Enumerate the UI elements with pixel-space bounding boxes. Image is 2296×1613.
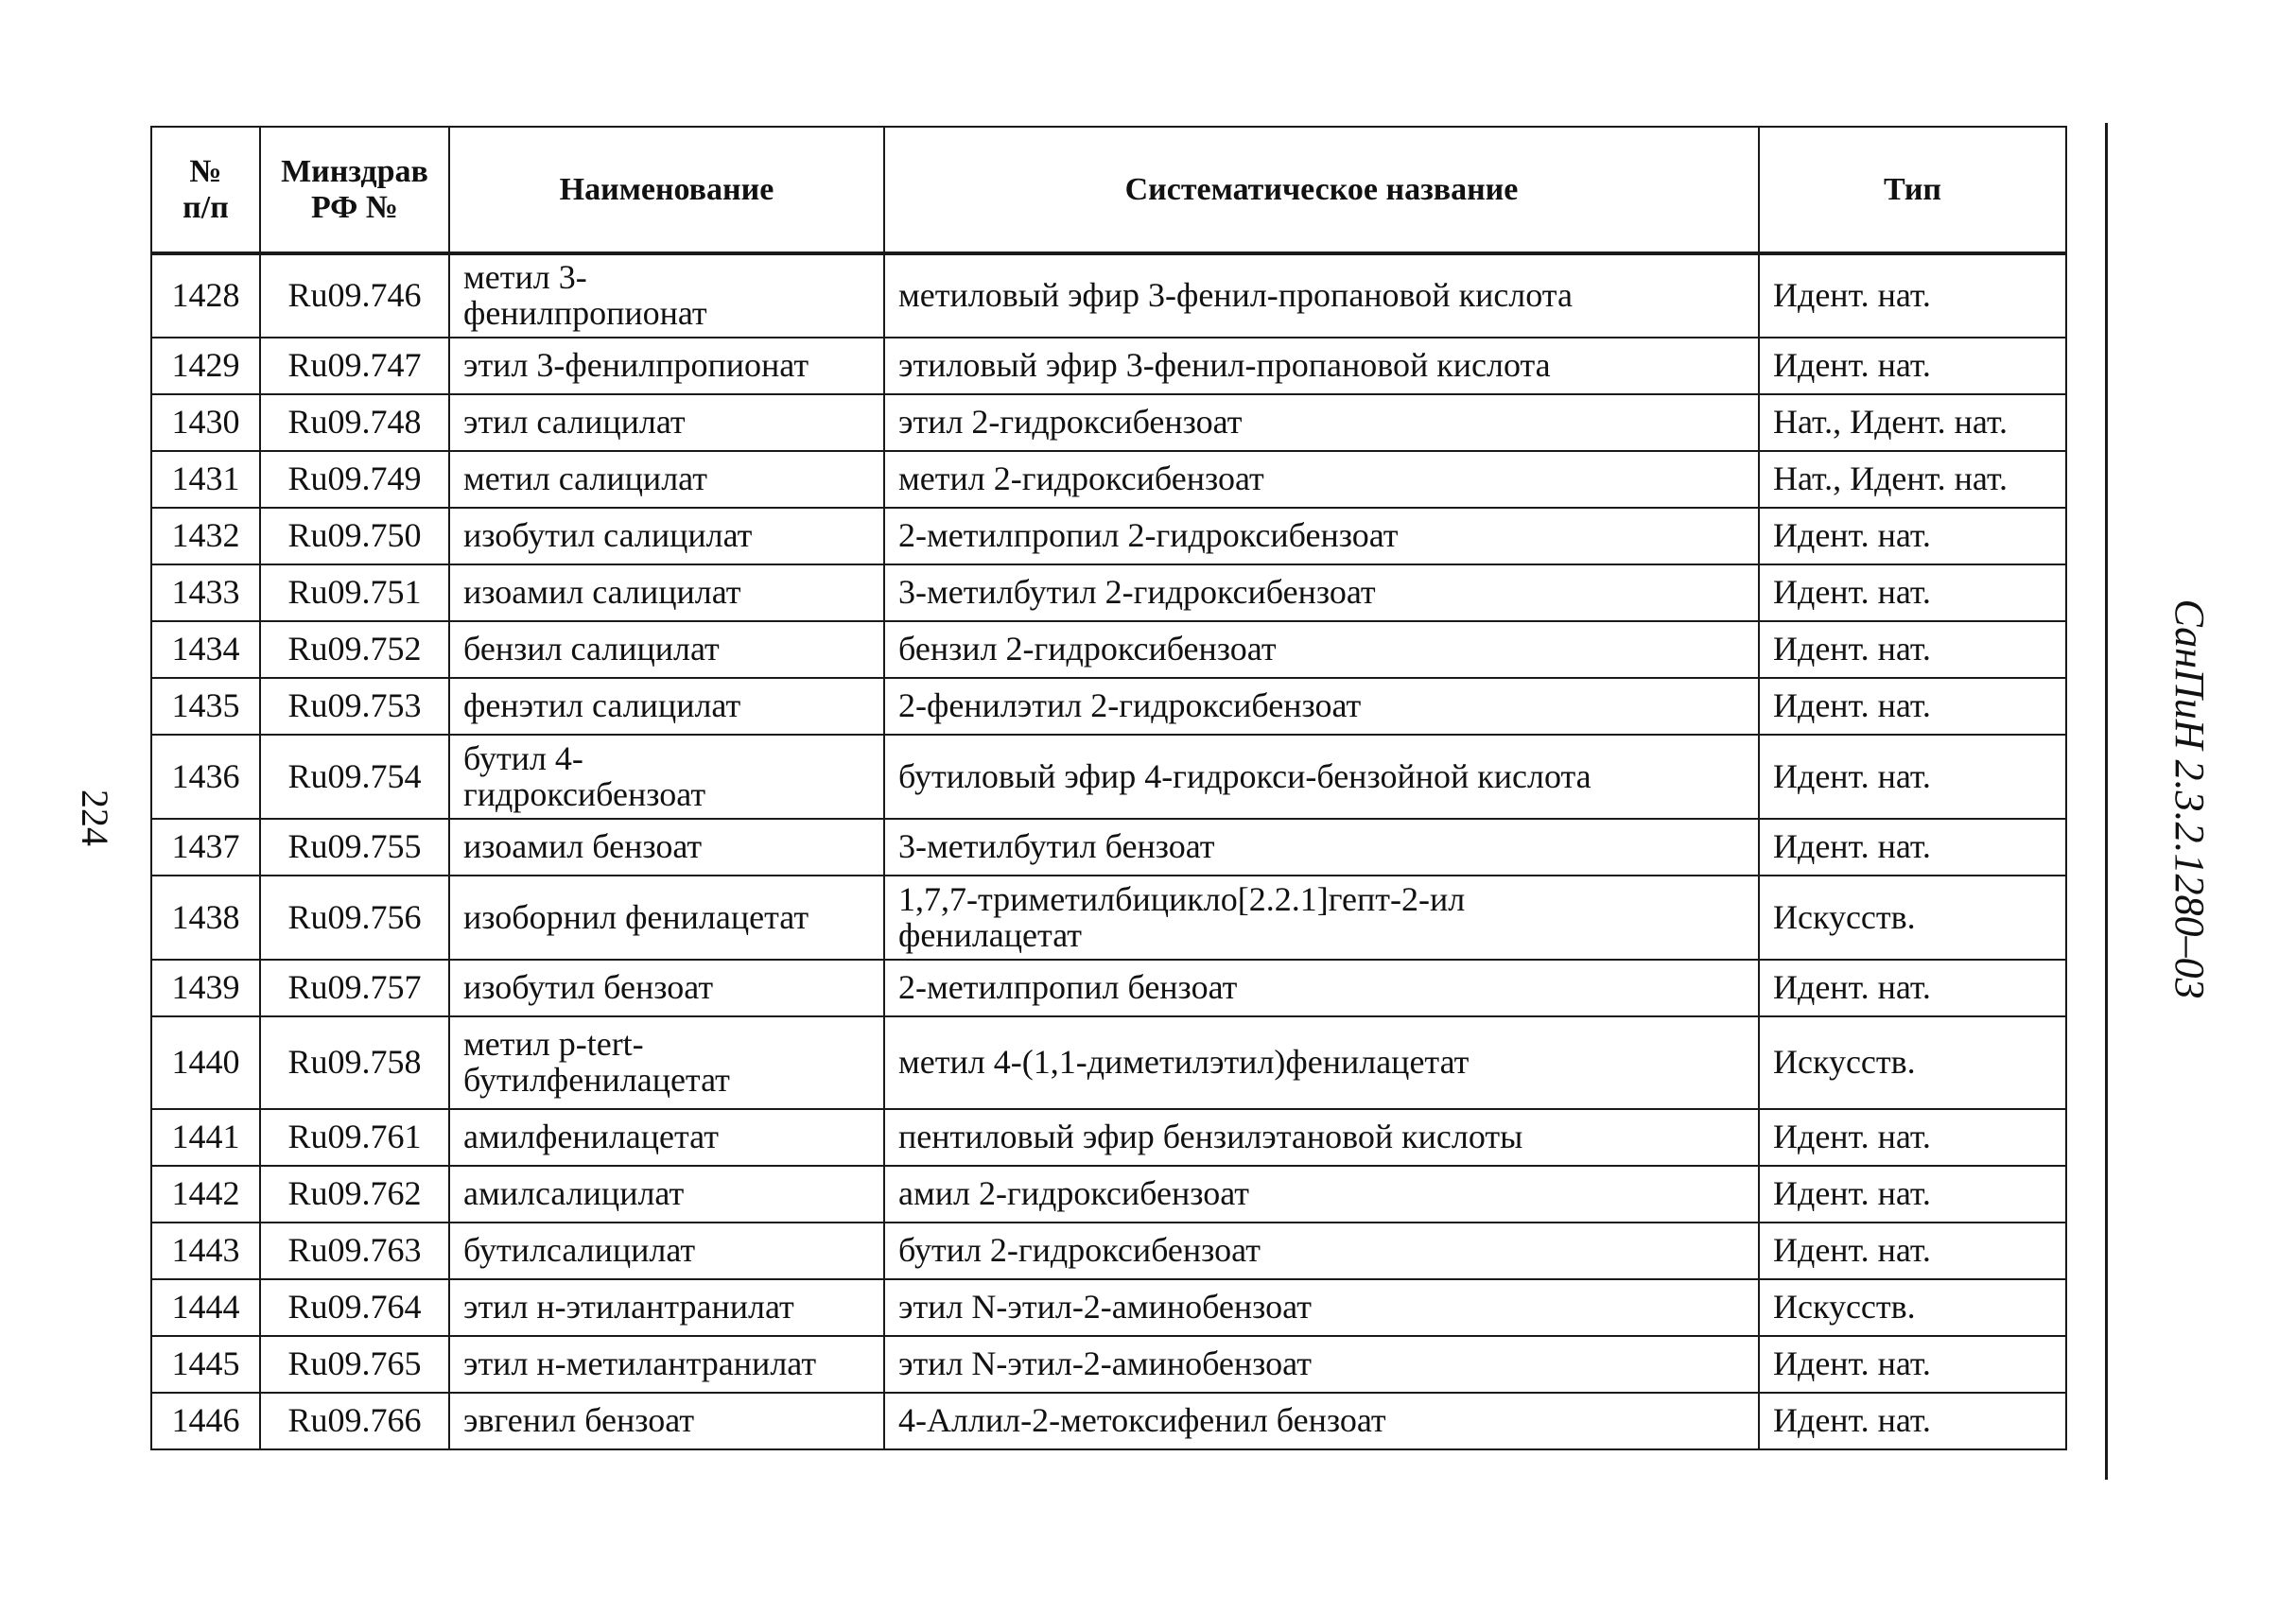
- page-number: 224: [74, 789, 116, 846]
- row-name-cell: амилфенилацетат: [449, 1109, 884, 1166]
- row-systematic-cell: 3-метилбутил бензоат: [884, 819, 1759, 876]
- row-type-cell: Идент. нат.: [1759, 621, 2066, 678]
- row-systematic-cell: метил 2-гидроксибензоат: [884, 451, 1759, 508]
- row-num-cell: 1439: [151, 960, 260, 1016]
- row-type-cell: Идент. нат.: [1759, 960, 2066, 1016]
- row-name-cell: амилсалицилат: [449, 1166, 884, 1223]
- header-type-label: Тип: [1883, 171, 1941, 207]
- row-code-cell: Ru09.763: [260, 1223, 449, 1279]
- row-name-cell: изоборнил фенилацетат: [449, 876, 884, 960]
- header-code-label: Минздрав РФ №: [281, 154, 428, 225]
- table-row: [151, 1279, 2066, 1336]
- row-num-cell: 1435: [151, 678, 260, 735]
- table-header-row: [151, 127, 2066, 253]
- row-systematic-cell: этил N-этил-2-аминобензоат: [884, 1336, 1759, 1393]
- row-systematic-cell: метил 4-(1,1-диметилэтил)фенилацетат: [884, 1016, 1759, 1109]
- row-type-cell: Нат., Идент. нат.: [1759, 394, 2066, 451]
- row-systematic-cell: пентиловый эфир бензилэтановой кислоты: [884, 1109, 1759, 1166]
- row-type-cell: Идент. нат.: [1759, 564, 2066, 621]
- row-name-cell: бензил салицилат: [449, 621, 884, 678]
- row-num-cell: 1440: [151, 1016, 260, 1109]
- header-code: [260, 127, 449, 253]
- header-name-label: Наименование: [559, 171, 774, 207]
- row-num-cell: 1430: [151, 394, 260, 451]
- row-name-cell: бутил 4- гидроксибензоат: [449, 735, 884, 819]
- row-code-cell: Ru09.748: [260, 394, 449, 451]
- row-name-cell: этил н-метилантранилат: [449, 1336, 884, 1393]
- row-type-cell: Идент. нат.: [1759, 338, 2066, 394]
- row-code-cell: Ru09.764: [260, 1279, 449, 1336]
- row-name-cell: метил p-tert- бутилфенилацетат: [449, 1016, 884, 1109]
- header-num: [151, 127, 260, 253]
- row-code-cell: Ru09.765: [260, 1336, 449, 1393]
- row-code-cell: Ru09.747: [260, 338, 449, 394]
- row-num-cell: 1445: [151, 1336, 260, 1393]
- row-name-cell: изоамил бензоат: [449, 819, 884, 876]
- document-side-title: СанПиН 2.3.2.1280–03: [2166, 598, 2213, 999]
- table-row: [151, 1393, 2066, 1449]
- row-code-cell: Ru09.751: [260, 564, 449, 621]
- row-systematic-cell: амил 2-гидроксибензоат: [884, 1166, 1759, 1223]
- row-name-cell: эвгенил бензоат: [449, 1393, 884, 1449]
- row-type-cell: Идент. нат.: [1759, 1223, 2066, 1279]
- row-num-cell: 1438: [151, 876, 260, 960]
- table-row: [151, 1223, 2066, 1279]
- row-num-cell: 1437: [151, 819, 260, 876]
- row-name-cell: бутилсалицилат: [449, 1223, 884, 1279]
- table-row: [151, 960, 2066, 1016]
- row-systematic-cell: бутиловый эфир 4-гидрокси-бензойной кислота: [884, 735, 1759, 819]
- table-row: [151, 253, 2066, 338]
- table-row: [151, 451, 2066, 508]
- substances-table: [150, 126, 2067, 1450]
- table-row: [151, 621, 2066, 678]
- row-code-cell: Ru09.753: [260, 678, 449, 735]
- table-row: [151, 735, 2066, 819]
- row-type-cell: Идент. нат.: [1759, 1393, 2066, 1449]
- row-systematic-cell: этиловый эфир 3-фенил-пропановой кислота: [884, 338, 1759, 394]
- table-row: [151, 1016, 2066, 1109]
- header-type: [1759, 127, 2066, 253]
- table-row: [151, 508, 2066, 564]
- row-code-cell: Ru09.750: [260, 508, 449, 564]
- row-num-cell: 1444: [151, 1279, 260, 1336]
- row-name-cell: этил салицилат: [449, 394, 884, 451]
- row-name-cell: метил 3- фенилпропионат: [449, 253, 884, 338]
- row-systematic-cell: 2-фенилэтил 2-гидроксибензоат: [884, 678, 1759, 735]
- row-type-cell: Искусств.: [1759, 876, 2066, 960]
- row-systematic-cell: 3-метилбутил 2-гидроксибензоат: [884, 564, 1759, 621]
- table-row: [151, 1109, 2066, 1166]
- row-type-cell: Искусств.: [1759, 1279, 2066, 1336]
- table-row: [151, 394, 2066, 451]
- row-num-cell: 1436: [151, 735, 260, 819]
- table-row: [151, 819, 2066, 876]
- table-row: [151, 564, 2066, 621]
- table-row: [151, 1166, 2066, 1223]
- row-name-cell: этил н-этилантранилат: [449, 1279, 884, 1336]
- row-name-cell: метил салицилат: [449, 451, 884, 508]
- row-type-cell: Нат., Идент. нат.: [1759, 451, 2066, 508]
- row-name-cell: этил 3-фенилпропионат: [449, 338, 884, 394]
- row-num-cell: 1442: [151, 1166, 260, 1223]
- row-type-cell: Идент. нат.: [1759, 508, 2066, 564]
- row-code-cell: Ru09.761: [260, 1109, 449, 1166]
- table-row: [151, 1336, 2066, 1393]
- row-num-cell: 1443: [151, 1223, 260, 1279]
- header-systematic: [884, 127, 1759, 253]
- row-type-cell: Идент. нат.: [1759, 1336, 2066, 1393]
- row-code-cell: Ru09.749: [260, 451, 449, 508]
- row-code-cell: Ru09.752: [260, 621, 449, 678]
- row-num-cell: 1434: [151, 621, 260, 678]
- row-type-cell: Идент. нат.: [1759, 678, 2066, 735]
- header-name: [449, 127, 884, 253]
- row-num-cell: 1431: [151, 451, 260, 508]
- row-code-cell: Ru09.746: [260, 253, 449, 338]
- row-systematic-cell: этил 2-гидроксибензоат: [884, 394, 1759, 451]
- row-code-cell: Ru09.755: [260, 819, 449, 876]
- row-code-cell: Ru09.762: [260, 1166, 449, 1223]
- table-row: [151, 338, 2066, 394]
- row-type-cell: Идент. нат.: [1759, 1109, 2066, 1166]
- margin-rule: [2105, 123, 2108, 1480]
- row-code-cell: Ru09.766: [260, 1393, 449, 1449]
- header-num-label: № п/п: [183, 154, 229, 225]
- row-systematic-cell: 2-метилпропил бензоат: [884, 960, 1759, 1016]
- table-row: [151, 678, 2066, 735]
- row-name-cell: изобутил салицилат: [449, 508, 884, 564]
- row-name-cell: изоамил салицилат: [449, 564, 884, 621]
- table-row: [151, 876, 2066, 960]
- row-code-cell: Ru09.758: [260, 1016, 449, 1109]
- row-type-cell: Идент. нат.: [1759, 735, 2066, 819]
- row-name-cell: изобутил бензоат: [449, 960, 884, 1016]
- row-systematic-cell: бензил 2-гидроксибензоат: [884, 621, 1759, 678]
- row-type-cell: Искусств.: [1759, 1016, 2066, 1109]
- header-systematic-label: Систематическое название: [1124, 171, 1519, 207]
- row-name-cell: фенэтил салицилат: [449, 678, 884, 735]
- row-systematic-cell: 4-Аллил-2-метоксифенил бензоат: [884, 1393, 1759, 1449]
- row-num-cell: 1433: [151, 564, 260, 621]
- row-num-cell: 1441: [151, 1109, 260, 1166]
- row-systematic-cell: 1,7,7-триметилбицикло[2.2.1]гепт-2-ил фенилацетат: [884, 876, 1759, 960]
- row-systematic-cell: метиловый эфир 3-фенил-пропановой кислота: [884, 253, 1759, 338]
- table-body: [151, 253, 2066, 1449]
- row-code-cell: Ru09.757: [260, 960, 449, 1016]
- row-systematic-cell: 2-метилпропил 2-гидроксибензоат: [884, 508, 1759, 564]
- row-code-cell: Ru09.756: [260, 876, 449, 960]
- row-systematic-cell: бутил 2-гидроксибензоат: [884, 1223, 1759, 1279]
- row-systematic-cell: этил N-этил-2-аминобензоат: [884, 1279, 1759, 1336]
- row-num-cell: 1432: [151, 508, 260, 564]
- row-num-cell: 1446: [151, 1393, 260, 1449]
- row-num-cell: 1428: [151, 253, 260, 338]
- row-type-cell: Идент. нат.: [1759, 819, 2066, 876]
- row-code-cell: Ru09.754: [260, 735, 449, 819]
- row-type-cell: Идент. нат.: [1759, 253, 2066, 338]
- row-type-cell: Идент. нат.: [1759, 1166, 2066, 1223]
- row-num-cell: 1429: [151, 338, 260, 394]
